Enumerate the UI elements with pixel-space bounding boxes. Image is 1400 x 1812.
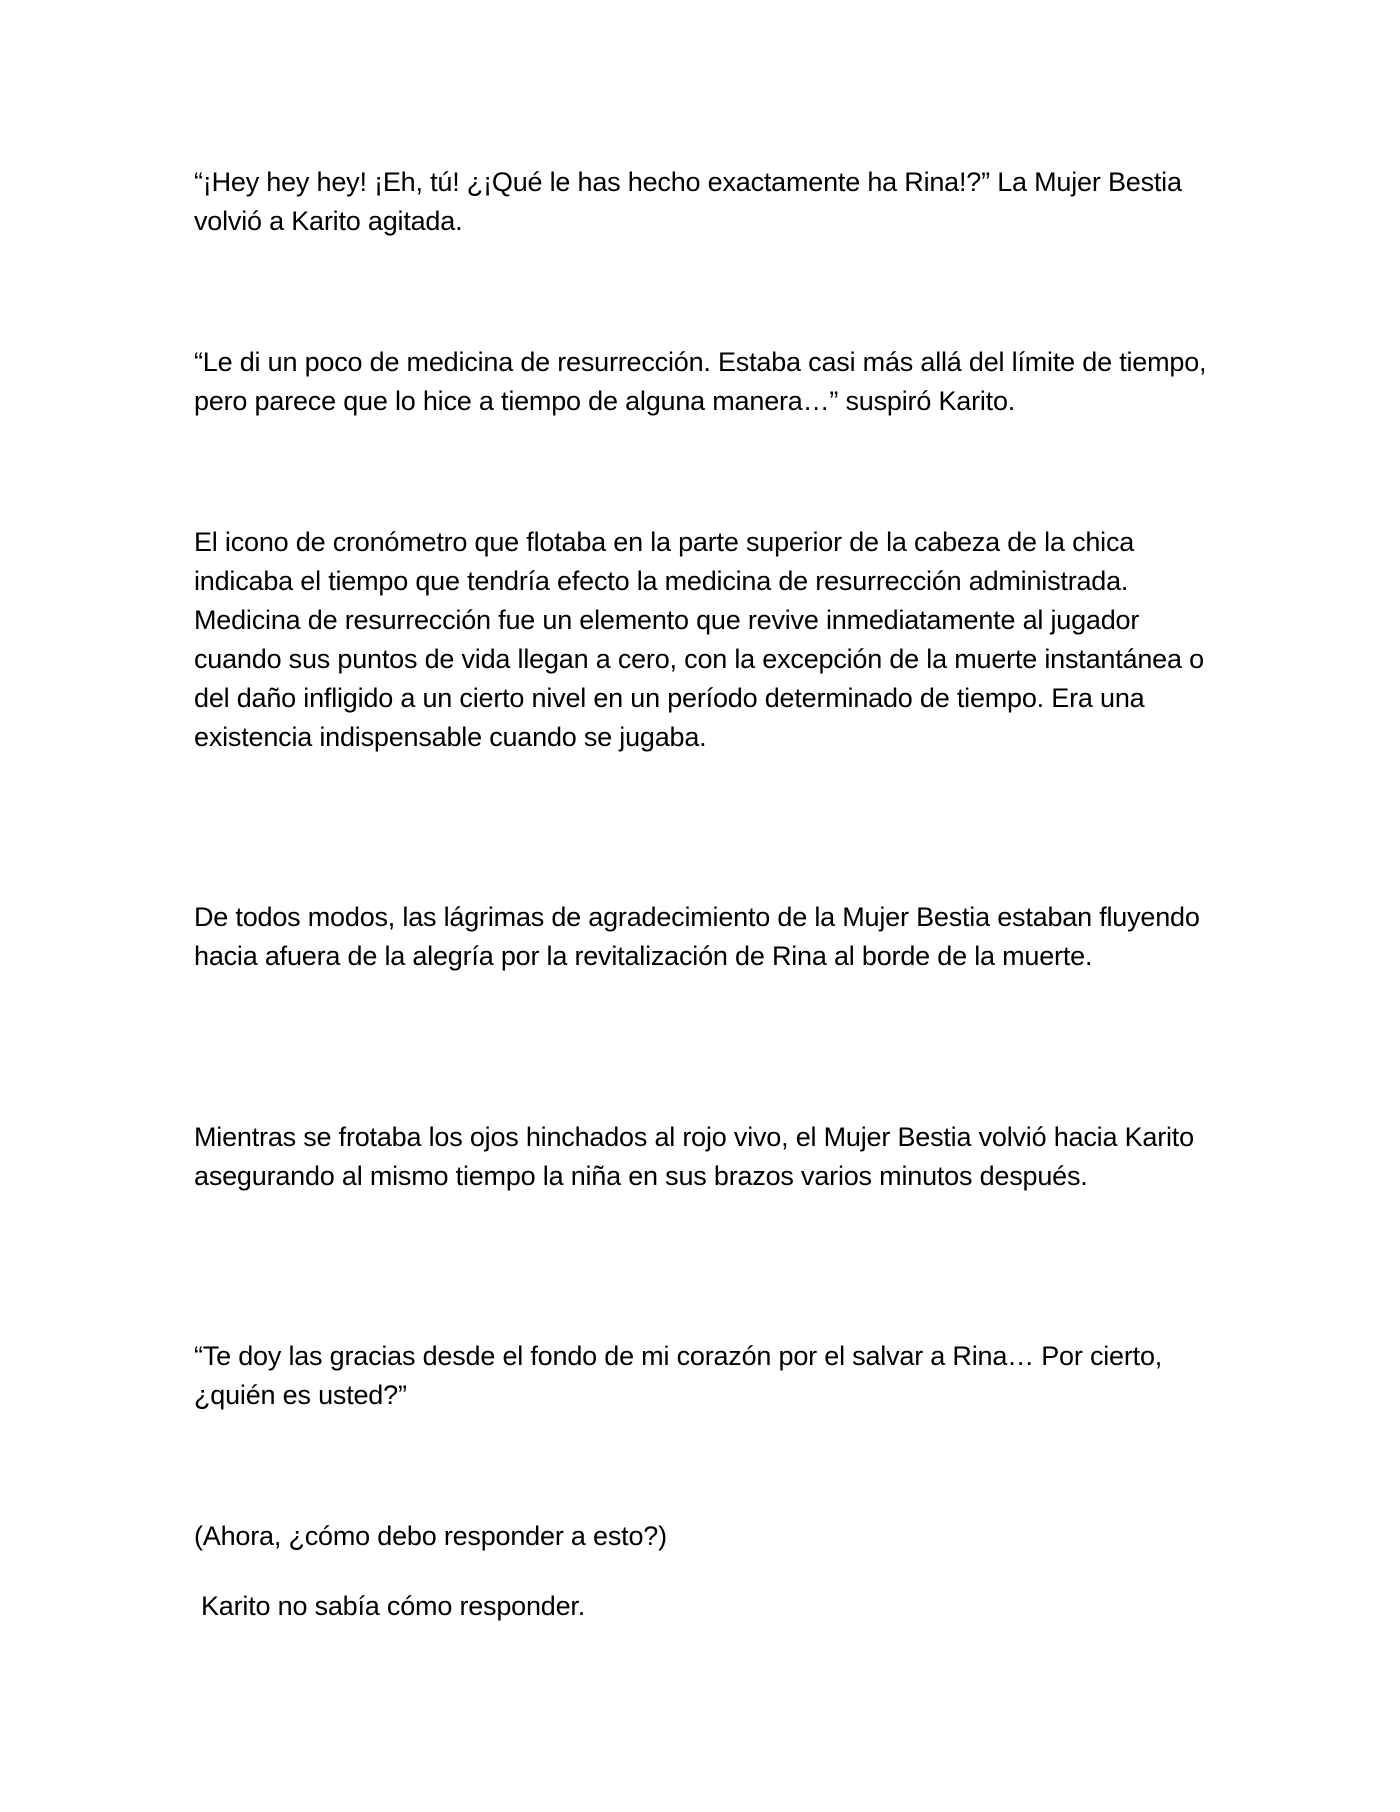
paragraph-2: “Le di un poco de medicina de resurrección. Estaba casi más allá del límite de tiempo, pero parece que lo hice a tiempo de alguna manera…” suspiró Karito. <box>194 347 1207 416</box>
paragraph-5: Mientras se frotaba los ojos hinchados al rojo vivo, el Mujer Bestia volvió hacia Karito asegurando al mismo tiempo la niña en sus brazos varios minutos después. <box>194 1122 1194 1191</box>
paragraph-4: De todos modos, las lágrimas de agradecimiento de la Mujer Bestia estaban fluyendo hacia afuera de la alegría por la revitalización de Rina al borde de la muerte. <box>194 902 1200 971</box>
paragraph-7: (Ahora, ¿cómo debo responder a esto?) <box>194 1521 667 1551</box>
paragraph-6: “Te doy las gracias desde el fondo de mi corazón por el salvar a Rina… Por cierto, ¿quién es usted?” <box>194 1341 1163 1410</box>
paragraph-8: Karito no sabía cómo responder. <box>201 1591 586 1621</box>
paragraph-1: “¡Hey hey hey! ¡Eh, tú! ¿¡Qué le has hecho exactamente ha Rina!?” La Mujer Bestia volvió a Karito agitada. <box>194 167 1182 236</box>
paragraph-3: El icono de cronómetro que flotaba en la parte superior de la cabeza de la chica indicaba el tiempo que tendría efecto la medicina de resurrección administrada. Medicina de resurrección fue un elemento que revive inmediatamente al jugador cuando sus puntos de vida llegan a cero, con la excepción de la muerte instantánea o del daño infligido a un cierto nivel en un período determinado de tiempo. Era una existencia indispensable cuando se jugaba. <box>194 527 1204 752</box>
